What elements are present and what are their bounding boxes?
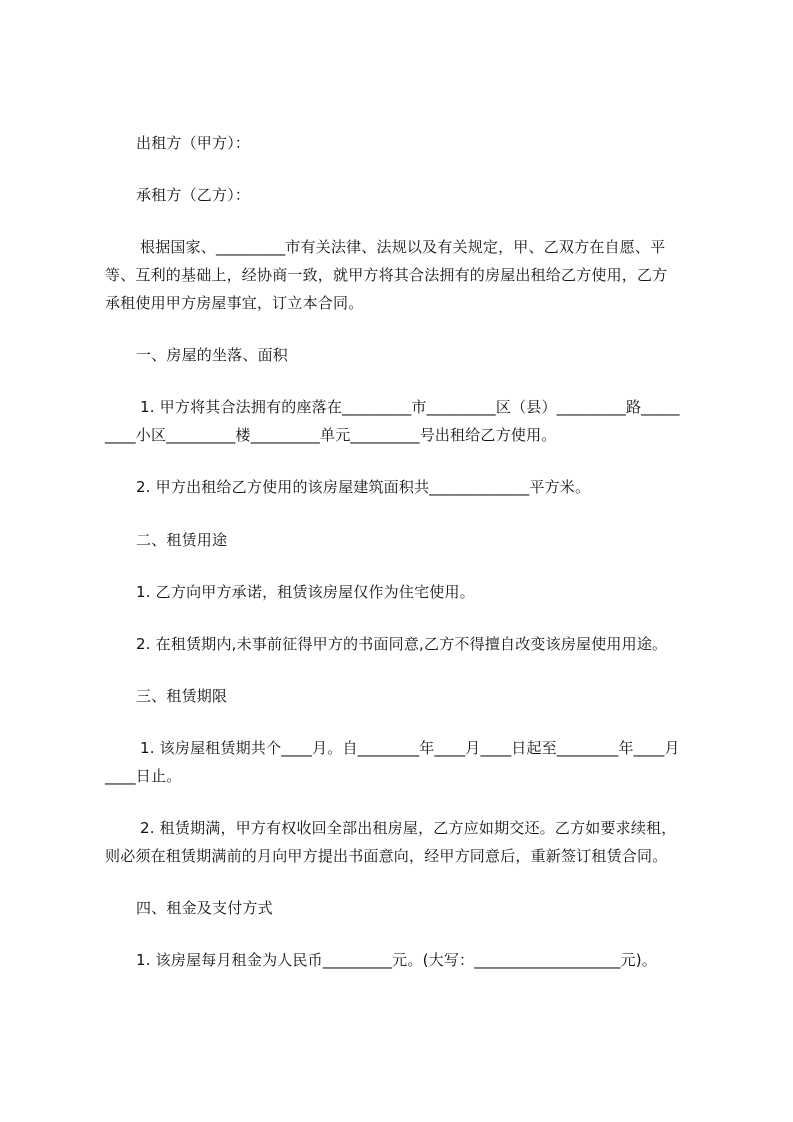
clause-rent-1: 1. 该房屋每月租金为人民币_________元。(大写：___________________元)。: [136, 951, 657, 969]
clause-term-line-2: ____日止。: [105, 767, 182, 785]
clause-purpose-2: 2. 在租赁期内,未事前征得甲方的书面同意,乙方不得擅自改变该房屋使用用途。: [136, 635, 668, 653]
lessee-line: 承租方（乙方）：: [136, 186, 251, 204]
preamble-line-2: 等、互利的基础上，经协商一致，就甲方将其合法拥有的房屋出租给乙方使用，乙方: [105, 266, 668, 284]
preamble-line-1: 根据国家、_________市有关法律、法规以及有关规定，甲、乙双方在自愿、平: [140, 238, 666, 256]
section-heading-rent: 四、租金及支付方式: [136, 899, 273, 917]
clause-renewal-line-2: 则必须在租赁期满前的月向甲方提出书面意向，经甲方同意后，重新签订租赁合同。: [105, 847, 668, 865]
clause-term-line-1: 1. 该房屋租赁期共个____月。自________年____月____日起至________年____月: [140, 739, 680, 757]
clause-renewal-line-1: 2. 租赁期满，甲方有权收回全部出租房屋，乙方应如期交还。乙方如要求续租，: [140, 819, 677, 837]
lessor-line: 出租方（甲方）：: [136, 134, 251, 152]
clause-location-line-1: 1. 甲方将其合法拥有的座落在_________市_________区（县）_________路_____: [140, 398, 680, 416]
section-heading-term: 三、租赁期限: [136, 687, 228, 705]
clause-purpose-1: 1. 乙方向甲方承诺，租赁该房屋仅作为住宅使用。: [136, 583, 475, 601]
section-heading-purpose: 二、租赁用途: [136, 531, 228, 549]
section-heading-location: 一、房屋的坐落、面积: [136, 346, 289, 364]
clause-area: 2. 甲方出租给乙方使用的该房屋建筑面积共_____________平方米。: [136, 478, 591, 496]
preamble-line-3: 承租使用甲方房屋事宜，订立本合同。: [105, 294, 364, 312]
clause-location-line-2: ____小区_________楼_________单元_________号出租给乙方使用。: [105, 426, 557, 444]
